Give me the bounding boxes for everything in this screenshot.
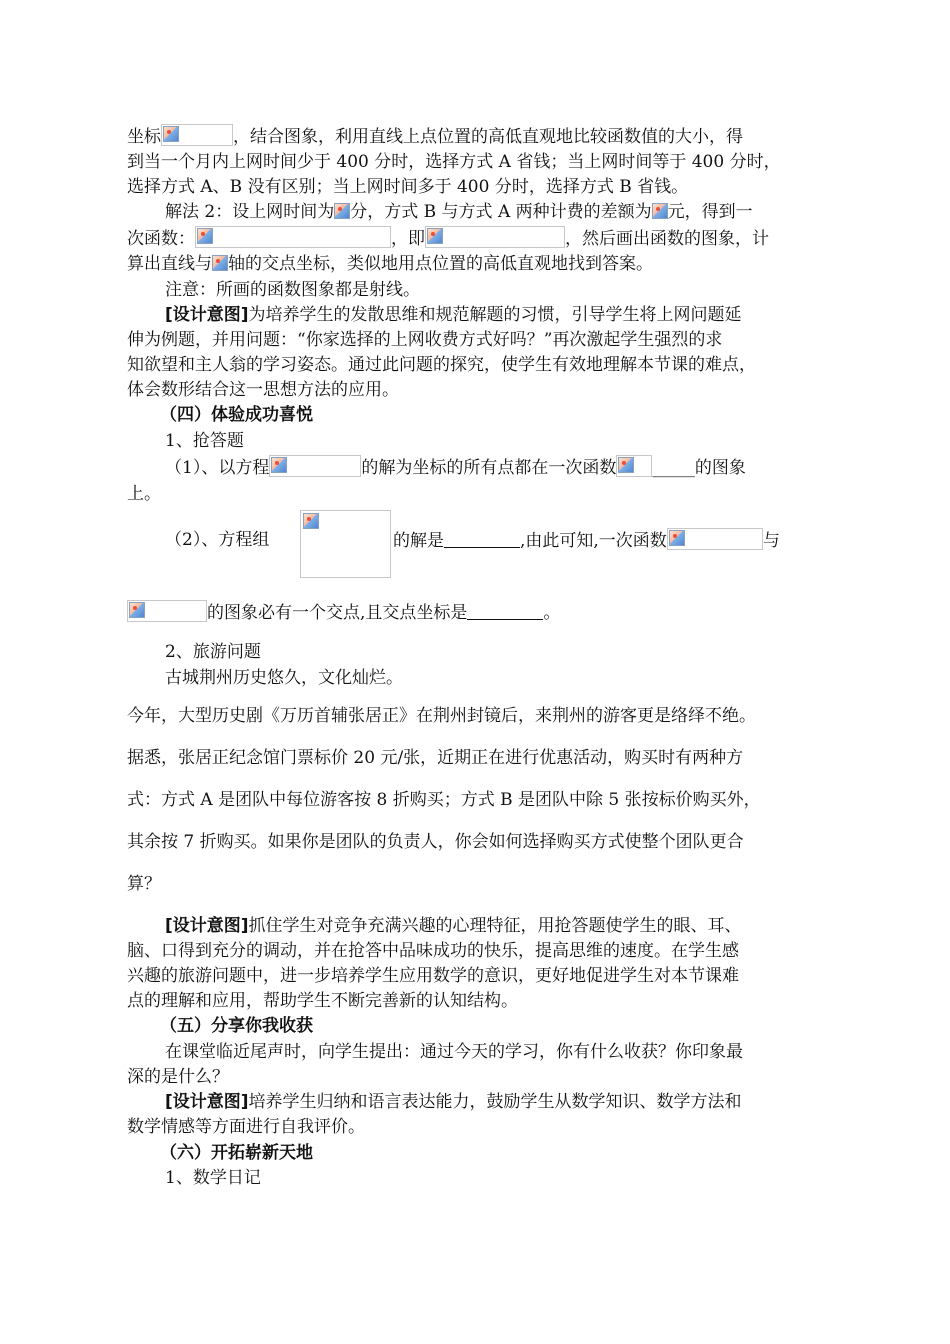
text-line [127,226,769,251]
text-line [127,150,781,174]
text-line [127,788,761,812]
text: 解法 2：设上网时间为 [165,202,335,222]
heading-text: （五）分享你我收获 [160,1016,313,1036]
section-heading [160,1141,313,1165]
text-line [165,278,420,302]
text-line [165,1090,742,1114]
text: 与 [762,531,780,551]
answer-blank [467,602,543,620]
text: 算出直线与 [127,254,212,274]
formula-image [616,455,652,477]
formula-image [667,528,763,550]
text: ，即 [391,229,425,249]
text: 选择方式 A、B 没有区别；当上网时间多于 400 分时，选择方式 B 省钱。 [127,177,689,197]
text: 的解是 [393,531,444,551]
text-line [127,1115,365,1139]
text-line [127,746,743,770]
text-line [127,600,560,625]
text-line [127,989,518,1013]
text: 体会数形结合这一思想方法的应用。 [127,380,399,400]
equation-system-image [300,510,391,578]
text: 到当一个月内上网时间少于 400 分时，选择方式 A 省钱；当上网时间等于 400 分时， [127,152,781,172]
text-line [165,1166,261,1190]
text: 次函数： [127,229,195,249]
text-line [127,872,161,896]
text: _____的图象 [652,458,746,478]
text: 元，得到一 [667,202,753,222]
text-line [165,666,403,690]
formula-image [425,226,565,248]
text: 为培养学生的发散思维和规范解题的习惯，引导学生将上网问题延 [248,305,742,325]
broken-image-icon [197,228,213,244]
text: ，然后画出函数的图象，计 [565,229,769,249]
text: ,由此可知,一次函数 [520,531,667,551]
text-line [165,303,742,327]
text-line [127,1065,229,1089]
text: 其余按 7 折购买。如果你是团队的负责人，你会如何选择购买方式使整个团队更合 [127,832,744,852]
text: 式：方式 A 是团队中每位游客按 8 折购买；方式 B 是团队中除 5 张按标价购买外， [127,790,761,810]
text: 培养学生归纳和语言表达能力，鼓励学生从数学知识、数学方法和 [248,1092,742,1112]
formula-image [195,226,391,248]
text: 伸为例题，并用问题：“你家选择的上网收费方式好吗？”再次激起学生强烈的求 [127,330,723,350]
text-line [165,429,244,453]
formula-image [161,124,233,146]
broken-image-icon [618,457,634,473]
design-intent-label: [设计意图] [165,1092,249,1112]
section-heading [160,403,313,427]
text-line [165,528,269,552]
text: 上。 [127,484,161,504]
text: 据悉，张居正纪念馆门票标价 20 元/张，近期正在进行优惠活动，购买时有两种方 [127,748,744,768]
design-intent-label: [设计意图] [165,916,249,936]
text-line [165,1040,743,1064]
text: 兴趣的旅游问题中，进一步培养学生应用数学的意识，更好地促进学生对本节课难 [127,966,739,986]
broken-image-icon [652,203,668,219]
text: 1、抢答题 [165,431,244,451]
broken-image-icon [669,530,685,546]
formula-image [269,455,361,477]
text: 注意：所画的函数图象都是射线。 [165,280,420,300]
text: 古城荆州历史悠久，文化灿烂。 [165,668,403,688]
text-line [127,704,756,728]
answer-blank [444,530,520,548]
text: 。 [543,603,561,623]
text: 轴的交点坐标，类似地用点位置的高低直观地找到答案。 [228,254,653,274]
text-line [127,175,688,199]
text-line [127,252,653,276]
text-line [127,939,739,963]
text: 抓住学生对竞争充满兴趣的心理特征，用抢答题使学生的眼、耳、 [248,916,742,936]
text-line [165,455,746,480]
text-line [165,640,261,664]
text: 脑、口得到充分的调动，并在抢答中品味成功的快乐，提高思维的速度。在学生感 [127,941,739,961]
broken-image-icon [129,602,145,618]
text: 坐标 [127,127,161,147]
text-line [127,124,743,149]
text-line [127,328,722,352]
section-heading [160,1014,313,1038]
broken-image-icon [303,513,319,529]
text-line [127,830,744,854]
text-line [127,964,739,988]
broken-image-icon [163,126,179,142]
text-line [393,528,780,553]
text: 在课堂临近尾声时，向学生提出：通过今天的学习，你有什么收获？你印象最 [165,1042,743,1062]
formula-image [127,600,207,622]
text-line [127,482,161,506]
text: 算？ [127,874,161,894]
heading-text: （六）开拓崭新天地 [160,1143,313,1163]
text: 的图象必有一个交点,且交点坐标是 [207,603,468,623]
broken-image-icon [427,228,443,244]
text: 深的是什么？ [127,1067,229,1087]
text: 今年，大型历史剧《万历首辅张居正》在荆州封镜后，来荆州的游客更是络绎不绝。 [127,706,756,726]
text: （2）、方程组 [165,530,270,550]
text: 数学情感等方面进行自我评价。 [127,1117,365,1137]
design-intent-label: [设计意图] [165,305,249,325]
text: 的解为坐标的所有点都在一次函数 [361,458,617,478]
text: （1）、以方程 [165,458,270,478]
text: ，结合图象，利用直线上点位置的高低直观地比较函数值的大小，得 [233,127,743,147]
text: 2、旅游问题 [165,642,261,662]
text-line [165,914,742,938]
text: 点的理解和应用，帮助学生不断完善新的认知结构。 [127,991,518,1011]
text: 知欲望和主人翁的学习姿态。通过此问题的探究，使学生有效地理解本节课的难点， [127,355,756,375]
heading-text: （四）体验成功喜悦 [160,405,313,425]
text-line [165,200,753,224]
text-line [127,378,399,402]
text-line [127,353,756,377]
text: 分，方式 B 与方式 A 两种计费的差额为 [350,202,652,222]
broken-image-icon [212,255,228,271]
broken-image-icon [271,457,287,473]
text: 1、数学日记 [165,1168,261,1188]
broken-image-icon [334,203,350,219]
